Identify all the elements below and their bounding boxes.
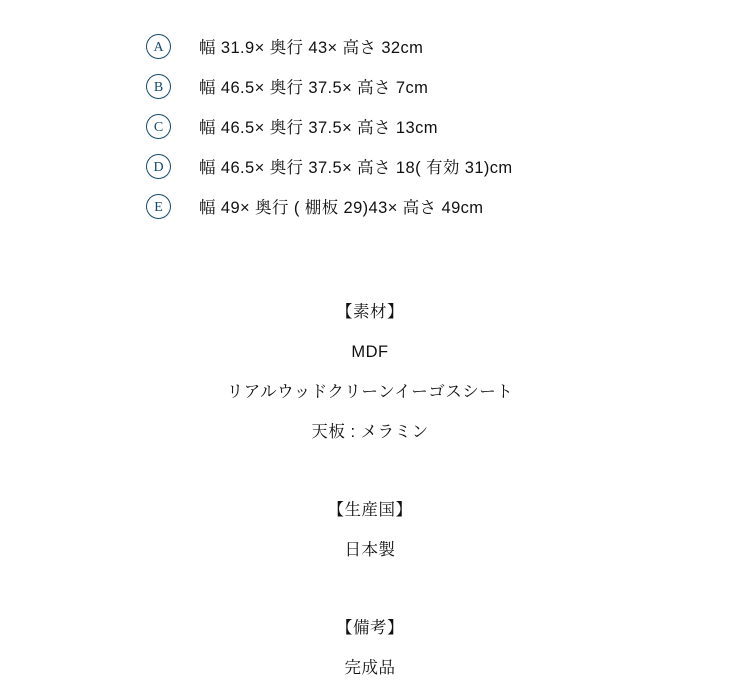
dimension-text-a: 幅 31.9× 奥行 43× 高さ 32cm bbox=[199, 39, 424, 57]
section-spacer-1 bbox=[0, 452, 740, 490]
material-heading: 【素材】 bbox=[336, 303, 404, 321]
material-line-1: MDF bbox=[351, 343, 389, 361]
dimension-text-c: 幅 46.5× 奥行 37.5× 高さ 13cm bbox=[199, 119, 438, 137]
badge-label-a: A bbox=[146, 34, 171, 59]
dimension-row-c bbox=[146, 106, 706, 146]
country-heading: 【生産国】 bbox=[327, 501, 413, 519]
material-line-2: リアルウッドクリーンイーゴスシート bbox=[226, 383, 514, 401]
section-spacer-2 bbox=[0, 570, 740, 608]
product-info-sections bbox=[0, 292, 740, 688]
material-line-3: 天板 : メラミン bbox=[311, 423, 429, 441]
dimension-text-b: 幅 46.5× 奥行 37.5× 高さ 7cm bbox=[199, 79, 429, 97]
dimension-text-e: 幅 49× 奥行 ( 棚板 29)43× 高さ 49cm bbox=[199, 199, 484, 217]
dimensions-list bbox=[146, 26, 706, 226]
badge-label-d: D bbox=[146, 154, 171, 179]
material-section bbox=[0, 292, 740, 452]
dimension-row-d bbox=[146, 146, 706, 186]
country-line-1: 日本製 bbox=[344, 541, 396, 559]
remarks-line-1: 完成品 bbox=[344, 659, 396, 677]
badge-label-c: C bbox=[146, 114, 171, 139]
country-section bbox=[0, 490, 740, 570]
dimension-text-d: 幅 46.5× 奥行 37.5× 高さ 18( 有効 31)cm bbox=[199, 159, 513, 177]
remarks-heading: 【備考】 bbox=[336, 619, 404, 637]
remarks-section bbox=[0, 608, 740, 688]
dimension-row-e bbox=[146, 186, 706, 226]
badge-label-b: B bbox=[146, 74, 171, 99]
dimension-row-b bbox=[146, 66, 706, 106]
dimension-row-a bbox=[146, 26, 706, 66]
badge-label-e: E bbox=[146, 194, 171, 219]
